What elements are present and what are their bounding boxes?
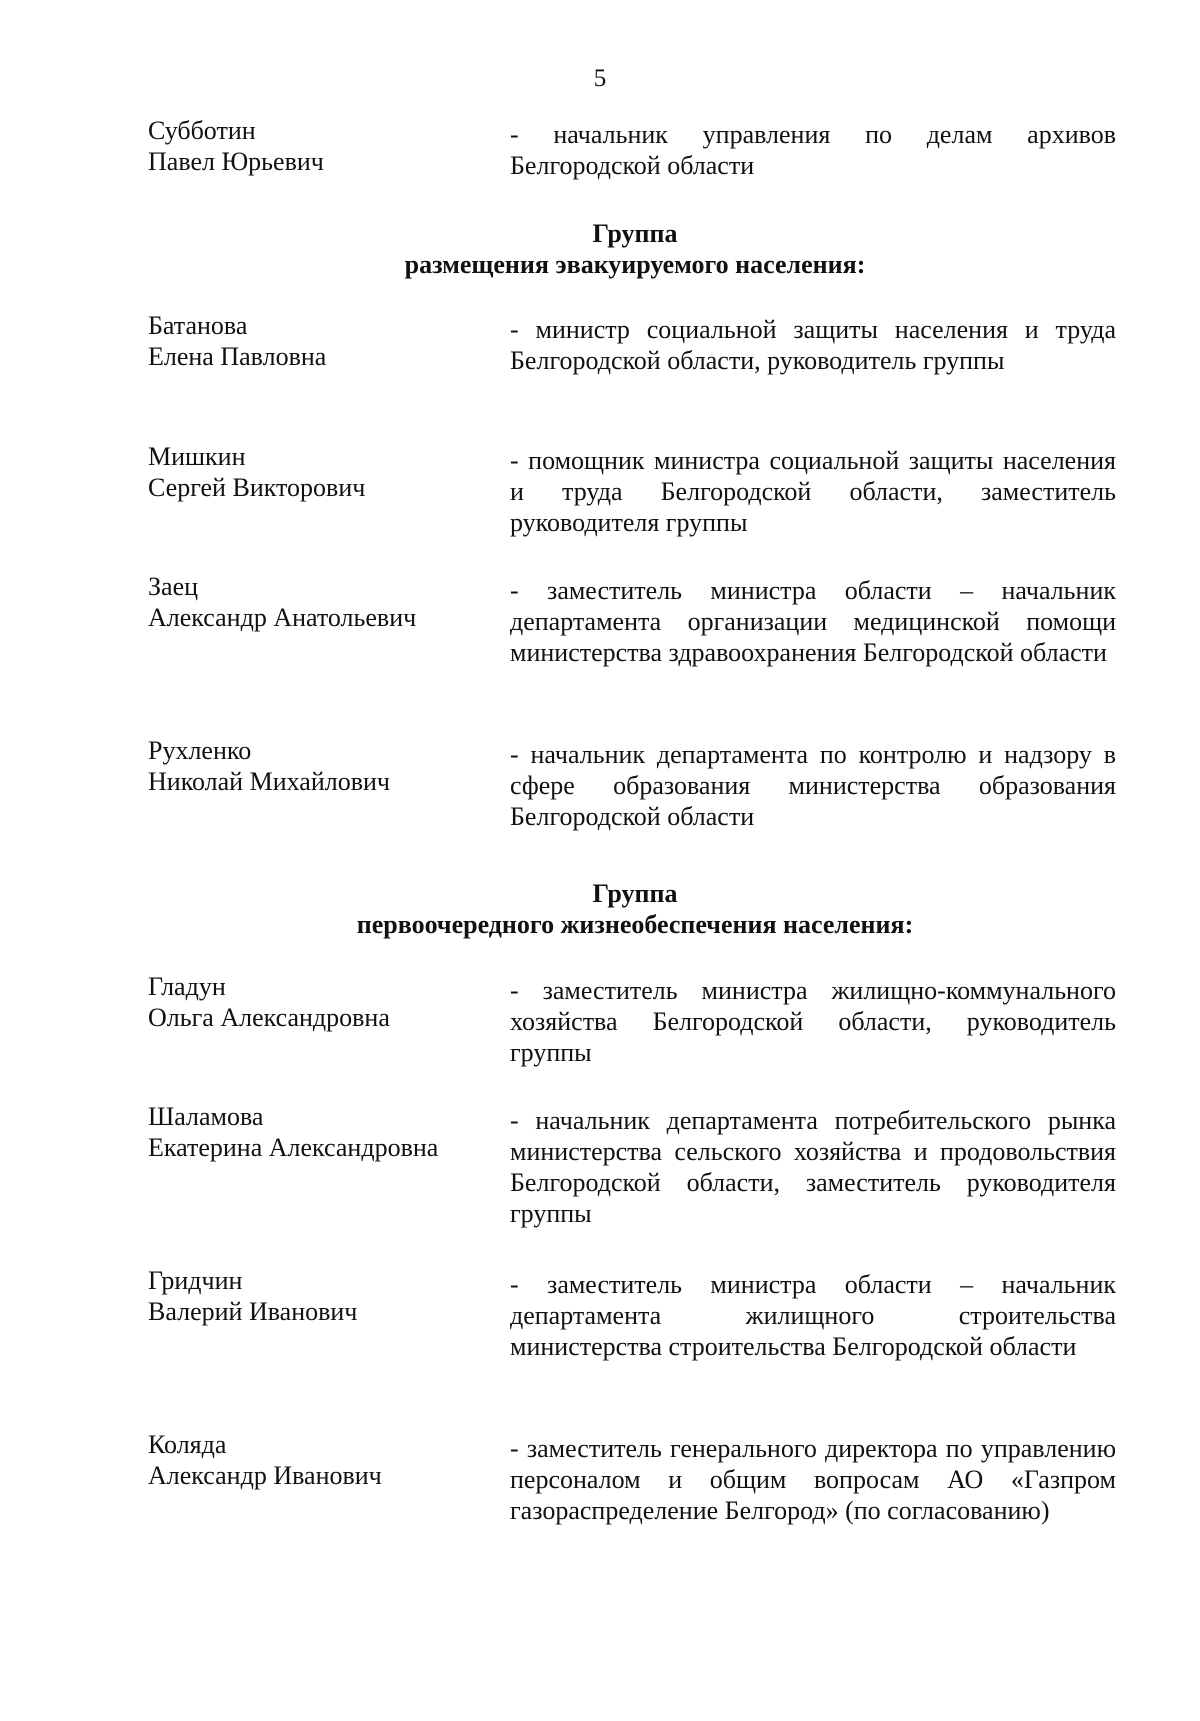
- person-role: - заместитель министра области – начальник департамента организации медицинской помощи министерства здравоохранения Белгородской области: [510, 576, 1116, 667]
- person-given-name: Екатерина Александровна: [148, 1133, 439, 1162]
- person-surname: Гридчин: [148, 1266, 243, 1295]
- person-surname: Заец: [148, 572, 199, 601]
- person-role: - начальник управления по делам архивов Белгородской области: [510, 120, 1116, 180]
- person-given-name: Павел Юрьевич: [148, 147, 324, 176]
- person-name: [148, 1265, 488, 1327]
- group-title: Группа: [592, 219, 678, 248]
- person-given-name: Сергей Викторович: [148, 473, 366, 502]
- person-name: [148, 441, 488, 503]
- person-surname: Коляда: [148, 1430, 227, 1459]
- page-number: 5: [593, 65, 607, 92]
- person-role: - начальник департамента по контролю и надзору в сфере образования министерства образования Белгородской области: [510, 740, 1116, 831]
- person-name: [148, 310, 488, 372]
- person-role: - заместитель генерального директора по управлению персоналом и общим вопросам АО «Газпром газораспределение Белгород» (по согласованию): [510, 1434, 1116, 1525]
- person-given-name: Александр Иванович: [148, 1461, 382, 1490]
- person-role: - заместитель министра области – начальник департамента жилищного строительства министерства строительства Белгородской области: [510, 1270, 1116, 1361]
- person-given-name: Николай Михайлович: [148, 767, 390, 796]
- person-role: - помощник министра социальной защиты населения и труда Белгородской области, заместитель руководителя группы: [510, 446, 1116, 537]
- person-name: [148, 735, 488, 797]
- group-subtitle: размещения эвакуируемого населения:: [404, 250, 866, 279]
- person-role: - заместитель министра жилищно-коммунального хозяйства Белгородской области, руководитель группы: [510, 976, 1116, 1067]
- person-name: [148, 1429, 488, 1491]
- person-surname: Батанова: [148, 311, 248, 340]
- group-subtitle: первоочередного жизнеобеспечения населения:: [356, 910, 914, 939]
- person-role: - начальник департамента потребительского рынка министерства сельского хозяйства и продовольствия Белгородской области, заместитель руководителя группы: [510, 1106, 1116, 1228]
- group-heading-life-support: [0, 878, 1200, 940]
- group-title: Группа: [592, 879, 678, 908]
- person-given-name: Елена Павловна: [148, 342, 327, 371]
- person-name: [148, 971, 488, 1033]
- person-given-name: Валерий Иванович: [148, 1297, 358, 1326]
- person-surname: Гладун: [148, 972, 226, 1001]
- person-given-name: Ольга Александровна: [148, 1003, 390, 1032]
- person-surname: Шаламова: [148, 1102, 264, 1131]
- person-name: [148, 115, 488, 177]
- person-surname: Рухленко: [148, 736, 252, 765]
- person-given-name: Александр Анатольевич: [148, 603, 417, 632]
- person-surname: Субботин: [148, 116, 256, 145]
- person-role: - министр социальной защиты населения и труда Белгородской области, руководитель группы: [510, 315, 1116, 375]
- group-heading-evacuation: [0, 218, 1200, 280]
- person-name: [148, 1101, 488, 1163]
- person-surname: Мишкин: [148, 442, 246, 471]
- person-name: [148, 571, 488, 633]
